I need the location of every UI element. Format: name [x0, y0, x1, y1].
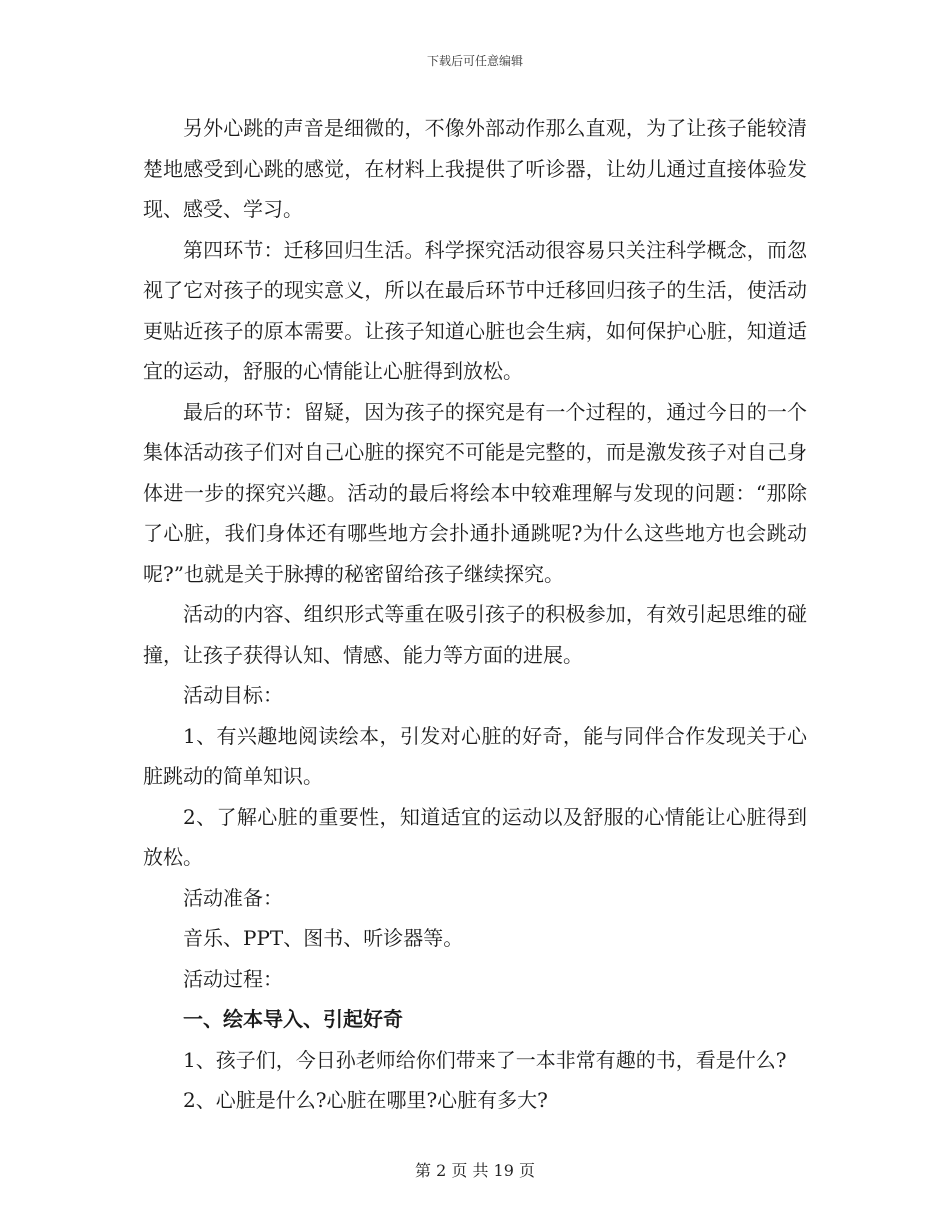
paragraph-heartbeat-sound: 另外心跳的声音是细微的，不像外部动作那么直观，为了让孩子能较清楚地感受到心跳的感觉，在材料上我提供了听诊器，让幼儿通过直接体验发现、感受、学习。 [143, 116, 807, 221]
section-label-preparation: 活动准备： [183, 885, 283, 910]
paragraph-step-four: 第四环节：迁移回归生活。科学探究活动很容易只关注科学概念，而忽视了它对孩子的现实意义，所以在最后环节中迁移回归孩子的生活，使活动更贴近孩子的原本需要。让孩子知道心脏也会生病，如何保护心脏，知道适宜的运动，舒服的心情能让心脏得到放松。 [143, 237, 807, 383]
header-note: 下载后可任意编辑 [426, 54, 523, 68]
process-item-1: 1、孩子们，今日孙老师给你们带来了一本非常有趣的书，看是什么? [183, 1047, 787, 1072]
goal-item-1: 1、有兴趣地阅读绘本，引发对心脏的好奇，能与同伴合作发现关于心脏跳动的简单知识。 [143, 723, 807, 788]
section-label-goals: 活动目标： [183, 683, 283, 707]
section-heading-intro: 一、绘本导入、引起好奇 [183, 1007, 403, 1031]
preparation-list: 音乐、PPT、图书、听诊器等。 [183, 926, 464, 950]
document-body [143, 108, 807, 1121]
goal-item-2: 2、了解心脏的重要性，知道适宜的运动以及舒服的心情能让心脏得到放松。 [143, 804, 807, 869]
process-item-2: 2、心脏是什么?心脏在哪里?心脏有多大? [183, 1088, 548, 1112]
section-label-process: 活动过程： [183, 966, 283, 991]
paragraph-activity-content: 活动的内容、组织形式等重在吸引孩子的积极参加，有效引起思维的碰撞，让孩子获得认知、情感、能力等方面的进展。 [143, 602, 807, 667]
paragraph-final-step: 最后的环节：留疑，因为孩子的探究是有一个过程的，通过今日的一个集体活动孩子们对自己心脏的探究不可能是完整的，而是激发孩子对自己身体进一步的探究兴趣。活动的最后将绘本中较难理解与发现的问题：“那除了心脏，我们身体还有哪些地方会扑通扑通跳呢?为什么这些地方也会跳动呢?”也就是关于脉搏的秘密留给孩子继续探究。 [143, 399, 807, 586]
page-number: 第 2 页 共 19 页 [415, 1161, 535, 1180]
